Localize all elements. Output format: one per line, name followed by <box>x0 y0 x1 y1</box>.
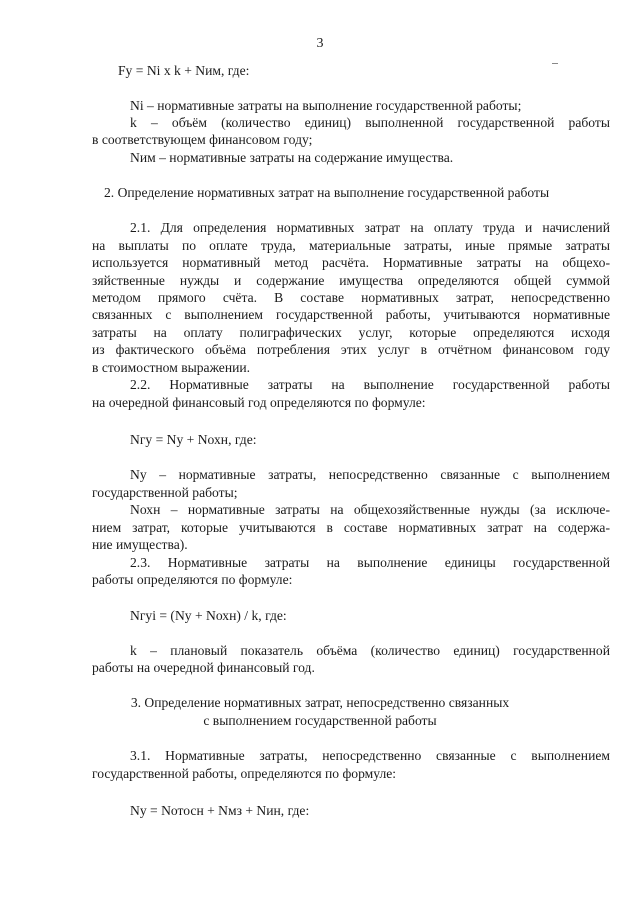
para-2-1-line2: на выплаты по оплате труда, материальные затраты, иные прямые затраты <box>92 238 610 253</box>
section-3-heading-line2: с выполнением государственной работы <box>203 713 437 728</box>
para-2-1-line1: 2.1. Для определения нормативных затрат на оплату труда и начислений <box>130 220 610 235</box>
para-2-1-line4: зяйственные нужды и содержание имущества определяются общей суммой <box>92 273 610 288</box>
def-noxn-line3: ние имущества). <box>92 537 188 552</box>
para-2-3-line2: работы определяются по формуле: <box>92 572 293 587</box>
para-2-1-line6: связанных с выполнением государственной работы, учитываются нормативные <box>92 307 610 322</box>
formula-ngu: Nгу = Nу + Nохн, где: <box>130 432 257 447</box>
para-2-1-line5: методом прямого счёта. В составе нормативных затрат, непосредственно <box>92 290 610 305</box>
para-2-1-line7: затраты на оплату полиграфических услуг, которые определяются исходя <box>92 325 610 340</box>
formula-ngui: Nгуi = (Nу + Nохн) / k, где: <box>130 608 287 623</box>
def-nim: Nим – нормативные затраты на содержание имущества. <box>130 150 454 165</box>
para-2-2-line2: на очередной финансовый год определяются по формуле: <box>92 395 426 410</box>
para-3-1-line2: государственной работы, определяются по формуле: <box>92 766 397 781</box>
para-3-1-line1: 3.1. Нормативные затраты, непосредственно связанные с выполнением <box>130 748 610 763</box>
para-2-1-line9: в стоимостном выражении. <box>92 360 251 375</box>
def-k-plan-line2: работы на очередной финансовый год. <box>92 660 315 675</box>
def-k-plan-line1: k – плановый показатель объёма (количество единиц) государственной <box>130 643 610 658</box>
para-2-2-line1: 2.2. Нормативные затраты на выполнение государственной работы <box>130 377 610 392</box>
page-number: 3 <box>316 36 324 51</box>
section-3-heading-line1: 3. Определение нормативных затрат, непосредственно связанных <box>130 695 510 710</box>
def-ni: Ni – нормативные затраты на выполнение государственной работы; <box>130 98 522 113</box>
para-2-1-line8: из фактического объёма потребления этих услуг в отчётном финансовом году <box>92 342 610 357</box>
para-2-1-line3: используется нормативный метод расчёта. Нормативные затраты на общехо- <box>92 255 610 270</box>
def-k-line2: в соответствующем финансовом году; <box>92 132 313 147</box>
formula-fu: Fу = Ni x k + Nим, где: <box>118 63 250 78</box>
def-ny-line1: Nу – нормативные затраты, непосредственно связанные с выполнением <box>130 467 610 482</box>
def-noxn-line2: нием затрат, которые учитываются в составе нормативных затрат на содержа- <box>92 520 610 535</box>
def-ny-line2: государственной работы; <box>92 485 238 500</box>
para-2-3-line1: 2.3. Нормативные затраты на выполнение единицы государственной <box>130 555 610 570</box>
section-2-heading: 2. Определение нормативных затрат на выполнение государственной работы <box>104 185 550 200</box>
def-k-line1: k – объём (количество единиц) выполненной государственной работы <box>130 115 610 130</box>
formula-ny: Nу = Nотосн + Nмз + Nин, где: <box>130 803 310 818</box>
def-noxn-line1: Nохн – нормативные затраты на общехозяйственные нужды (за исключе- <box>130 502 610 517</box>
